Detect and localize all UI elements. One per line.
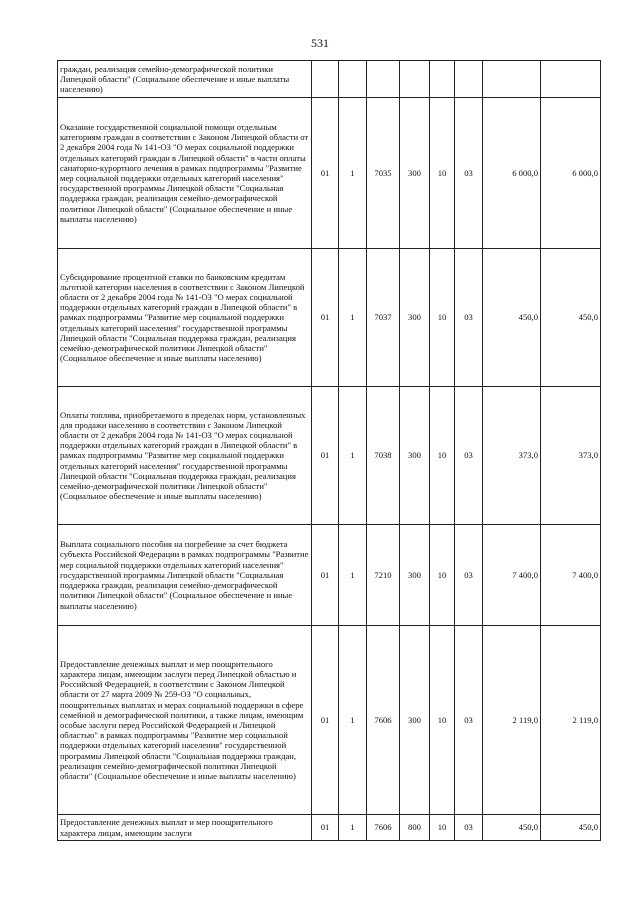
section-code — [430, 61, 455, 98]
subsection-code: 03 — [455, 525, 483, 626]
row-description: Предоставление денежных выплат и мер поощрительного характера лицам, имеющим заслуги — [58, 815, 312, 841]
section-code: 10 — [430, 815, 455, 841]
direction-code: 7210 — [367, 525, 400, 626]
table-row — [58, 525, 601, 626]
program-code — [312, 61, 339, 98]
expense-type-code: 800 — [400, 815, 430, 841]
expense-type-code — [400, 61, 430, 98]
budget-table — [57, 60, 601, 841]
table-row — [58, 61, 601, 98]
program-code: 01 — [312, 815, 339, 841]
amount-value: 373,0 — [483, 387, 541, 525]
table-row — [58, 815, 601, 841]
expense-type-code: 300 — [400, 626, 430, 815]
subsection-code — [455, 61, 483, 98]
expense-type-code: 300 — [400, 387, 430, 525]
direction-code: 7038 — [367, 387, 400, 525]
direction-code: 7606 — [367, 626, 400, 815]
subprogram-code: 1 — [339, 525, 367, 626]
amount-value: 6 000,0 — [483, 98, 541, 249]
program-code: 01 — [312, 387, 339, 525]
page-number: 531 — [311, 36, 329, 50]
subprogram-code: 1 — [339, 98, 367, 249]
amount-value: 450,0 — [541, 249, 601, 387]
subsection-code: 03 — [455, 98, 483, 249]
amount-value: 7 400,0 — [541, 525, 601, 626]
subprogram-code: 1 — [339, 626, 367, 815]
program-code: 01 — [312, 249, 339, 387]
amount-value: 2 119,0 — [541, 626, 601, 815]
direction-code — [367, 61, 400, 98]
amount-value: 2 119,0 — [483, 626, 541, 815]
subprogram-code: 1 — [339, 387, 367, 525]
row-description: Оплаты топлива, приобретаемого в пределах норм, установленных для продажи населению в соответствии с Законом Липецкой области от 2 декабря 2004 года № 141-ОЗ "О мерах социальной поддержки отдельных категорий граждан в Липецкой области" в рамках подпрограммы "Развитие мер социальной поддержки отдельных категорий населения" государственной программы Липецкой области "Социальная поддержка граждан, реализация семейно-демографической политики Липецкой области" (Социальное обеспечение и иные выплаты населению) — [58, 387, 312, 525]
row-description: Субсидирование процентной ставки по банковским кредитам льготной категории населения в соответствии с Законом Липецкой области от 2 декабря 2004 года № 141-ОЗ "О мерах социальной поддержки отдельных категорий граждан в Липецкой области" в рамках подпрограммы "Развитие мер социальной поддержки отдельных категорий населения" государственной программы Липецкой области "Социальная поддержка граждан, реализация семейно-демографической политики Липецкой области" (Социальное обеспечение и иные выплаты населению) — [58, 249, 312, 387]
expense-type-code: 300 — [400, 525, 430, 626]
direction-code: 7037 — [367, 249, 400, 387]
table-row — [58, 98, 601, 249]
amount-value: 450,0 — [483, 815, 541, 841]
row-description: Выплата социального пособия на погребение за счет бюджета субъекта Российской Федерации в рамках подпрограммы "Развитие мер социальной поддержки отдельных категорий населения" государственной программы Липецкой области "Социальная поддержка граждан, реализация семейно-демографической политики Липецкой области" (Социальное обеспечение и иные выплаты населению) — [58, 525, 312, 626]
row-description: граждан, реализация семейно-демографической политики Липецкой области" (Социальное обеспечение и иные выплаты населению) — [58, 61, 312, 98]
program-code: 01 — [312, 98, 339, 249]
amount-value: 6 000,0 — [541, 98, 601, 249]
table-row — [58, 249, 601, 387]
section-code: 10 — [430, 387, 455, 525]
subsection-code: 03 — [455, 387, 483, 525]
row-description: Предоставление денежных выплат и мер поощрительного характера лицам, имеющим заслуги перед Липецкой областью и Российской Федерацией, в соответствии с Законом Липецкой области от 27 марта 2009 № 259-ОЗ "О социальных, поощрительных выплатах и мерах социальной поддержки в сфере семейной и демографической политики, а также лицам, имеющим особые заслуги перед Российской Федерацией и Липецкой областью" в рамках подпрограммы "Развитие мер социальной поддержки отдельных категорий населения" государственной программы Липецкой области "Социальная поддержка граждан, реализация семейно-демографической политики Липецкой области" (Социальное обеспечение и иные выплаты населению) — [58, 626, 312, 815]
direction-code: 7606 — [367, 815, 400, 841]
amount-value — [541, 61, 601, 98]
row-description: Оказание государственной социальной помощи отдельным категориям граждан в соответствии с Законом Липецкой области от 2 декабря 2004 года № 141-ОЗ "О мерах социальной поддержки отдельных категорий граждан в Липецкой области" в части оплаты санаторно-курортного лечения в рамках подпрограммы "Развитие мер социальной поддержки отдельных категорий населения" государственной программы Липецкой области "Социальная поддержка граждан, реализация семейно-демографической политики Липецкой области" (Социальное обеспечение и иные выплаты населению) — [58, 98, 312, 249]
section-code: 10 — [430, 525, 455, 626]
section-code: 10 — [430, 98, 455, 249]
table-row — [58, 387, 601, 525]
program-code: 01 — [312, 626, 339, 815]
subprogram-code — [339, 61, 367, 98]
amount-value — [483, 61, 541, 98]
amount-value: 450,0 — [483, 249, 541, 387]
amount-value: 373,0 — [541, 387, 601, 525]
expense-type-code: 300 — [400, 249, 430, 387]
section-code: 10 — [430, 626, 455, 815]
subsection-code: 03 — [455, 626, 483, 815]
amount-value: 450,0 — [541, 815, 601, 841]
amount-value: 7 400,0 — [483, 525, 541, 626]
subprogram-code: 1 — [339, 815, 367, 841]
table-row — [58, 626, 601, 815]
subsection-code: 03 — [455, 249, 483, 387]
section-code: 10 — [430, 249, 455, 387]
subprogram-code: 1 — [339, 249, 367, 387]
direction-code: 7035 — [367, 98, 400, 249]
program-code: 01 — [312, 525, 339, 626]
subsection-code: 03 — [455, 815, 483, 841]
expense-type-code: 300 — [400, 98, 430, 249]
